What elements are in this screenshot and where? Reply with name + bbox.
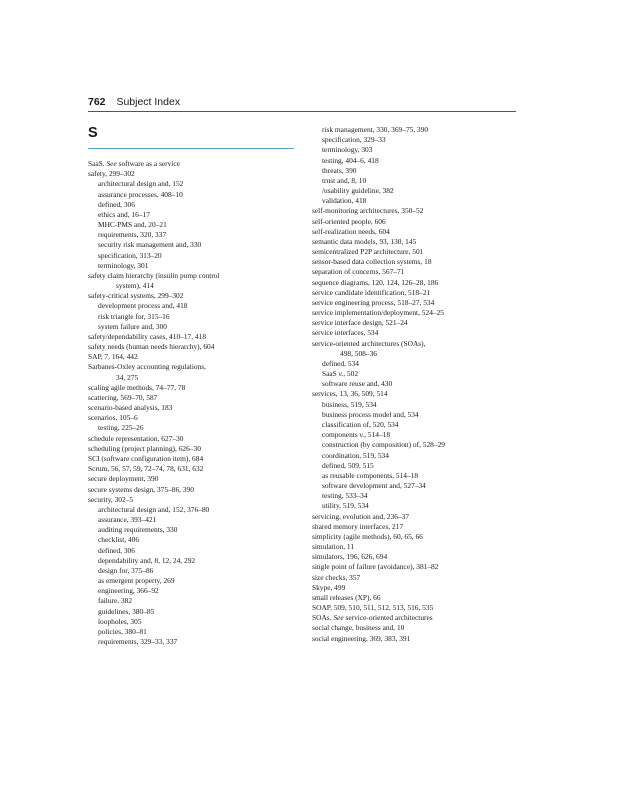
index-entry — [312, 328, 522, 338]
index-entry — [312, 634, 522, 644]
index-subentry — [312, 156, 522, 166]
index-subentry — [88, 322, 298, 332]
entry-text: coordination, 519, 534 — [322, 450, 389, 460]
entry-text: SaaS — [322, 369, 339, 379]
index-subentry — [88, 373, 298, 383]
entry-text: ethics and, 16–17 — [98, 209, 150, 219]
index-subentry — [88, 535, 298, 545]
index-entry — [312, 389, 522, 399]
entry-text: validation, 418 — [322, 196, 367, 206]
index-subentry — [88, 251, 298, 261]
index-entry — [88, 434, 298, 444]
index-subentry — [312, 379, 522, 389]
index-subentry — [88, 301, 298, 311]
index-subentry — [312, 349, 522, 359]
index-subentry — [88, 586, 298, 596]
entry-text: trust and, 8, 10 — [322, 175, 367, 185]
index-entry — [88, 444, 298, 454]
entry-text: service interfaces, 534 — [312, 328, 379, 338]
index-entry — [88, 159, 298, 169]
entry-text: Scrum, 56, 57, 59, 72–74, 78, 631, 632 — [88, 464, 204, 474]
entry-text: threats, 390 — [322, 165, 357, 175]
entry-text: scheduling (project planning), 626–30 — [88, 443, 201, 453]
entry-text: specification, 313–20 — [98, 250, 162, 260]
entry-text: scattering, 569–70, 587 — [88, 392, 158, 402]
index-subentry — [88, 281, 298, 291]
entry-text: failure, 382 — [98, 596, 133, 606]
entry-reference: , 514–18 — [364, 430, 391, 440]
index-subentry — [312, 501, 522, 511]
entry-text: defined, 509, 515 — [322, 460, 374, 470]
index-entry — [312, 257, 522, 267]
index-subentry — [88, 505, 298, 515]
entry-text: semantic data models, 93, 130, 145 — [312, 236, 417, 246]
entry-text: simplicity (agile methods), 60, 65, 66 — [312, 531, 423, 541]
index-subentry — [88, 190, 298, 200]
entry-text: SOAP, 509, 510, 511, 512, 513, 516, 535 — [312, 603, 434, 613]
index-entry — [88, 291, 298, 301]
entry-text: guidelines, 380–85 — [98, 606, 155, 616]
entry-text: scaling agile methods, 74–77, 78 — [88, 382, 186, 392]
entry-text: risk triangle for, 315–16 — [98, 311, 170, 321]
index-subentry — [88, 627, 298, 637]
index-entry — [312, 532, 522, 542]
index-entry — [312, 267, 522, 277]
entry-text: terminology, 303 — [322, 145, 373, 155]
index-entry — [312, 247, 522, 257]
index-subentry — [88, 556, 298, 566]
index-entry — [88, 454, 298, 464]
cross-reference-marker: v. — [359, 430, 365, 440]
index-subentry — [88, 230, 298, 240]
index-subentry — [312, 186, 522, 196]
entry-text: 498, 508–36 — [340, 348, 377, 358]
index-subentry — [88, 637, 298, 647]
entry-text: separation of concerns, 567–71 — [312, 267, 405, 277]
index-subentry — [88, 617, 298, 627]
index-subentry — [88, 607, 298, 617]
index-entry — [312, 522, 522, 532]
index-subentry — [88, 240, 298, 250]
page-number: 762 — [88, 96, 106, 108]
index-entry — [312, 623, 522, 633]
entry-text: terminology, 301 — [98, 260, 149, 270]
index-entry — [312, 227, 522, 237]
entry-text: specification, 329–33 — [322, 135, 386, 145]
entry-text: architectural design and, 152, 376–80 — [98, 504, 210, 514]
entry-text: semicentralized P2P architecture, 501 — [312, 247, 424, 257]
index-subentry — [88, 596, 298, 606]
index-subentry — [88, 179, 298, 189]
entry-text: defined, 306 — [98, 199, 135, 209]
entry-text: service engineering process, 518–27, 534 — [312, 297, 435, 307]
index-subentry — [312, 145, 522, 155]
section-letter: S — [88, 125, 98, 141]
index-subentry — [312, 461, 522, 471]
entry-text: development process and, 418 — [98, 301, 188, 311]
entry-text: policies, 380–81 — [98, 626, 147, 636]
index-subentry — [88, 546, 298, 556]
entry-text: auditing requirements, 330 — [98, 525, 178, 535]
index-subentry — [312, 451, 522, 461]
index-entry — [88, 464, 298, 474]
index-subentry — [88, 261, 298, 271]
entry-text: shared memory interfaces, 217 — [312, 521, 404, 531]
entry-text: size checks, 357 — [312, 572, 361, 582]
index-entry — [88, 474, 298, 484]
index-subentry — [312, 135, 522, 145]
index-entry — [312, 278, 522, 288]
index-entry — [312, 288, 522, 298]
entry-text: as reusable components, 514–18 — [322, 470, 419, 480]
index-subentry — [88, 200, 298, 210]
entry-text: scenarios, 105–6 — [88, 413, 138, 423]
index-subentry — [312, 471, 522, 481]
entry-text: self-oriented people, 606 — [312, 216, 386, 226]
index-entry — [88, 271, 298, 281]
entry-text: checklist, 406 — [98, 535, 140, 545]
entry-text: self-realization needs, 604 — [312, 226, 390, 236]
entry-text: social change, business and, 10 — [312, 623, 405, 633]
index-entry — [312, 339, 522, 349]
entry-text: architectural design and, 152 — [98, 179, 184, 189]
entry-text: secure deployment, 390 — [88, 474, 159, 484]
entry-text: defined, 534 — [322, 358, 359, 368]
entry-text: SCI (software configuration item), 684 — [88, 453, 204, 463]
entry-text: system failure and, 300 — [98, 321, 167, 331]
index-entry — [312, 542, 522, 552]
entry-text: SaaS. — [88, 159, 107, 168]
index-entry — [312, 603, 522, 613]
entry-text: social engineering, 369, 383, 391 — [312, 633, 411, 643]
entry-text: engineering, 366–92 — [98, 586, 159, 596]
index-subentry — [88, 210, 298, 220]
entry-text: simulators, 196, 626, 694 — [312, 552, 388, 562]
index-subentry — [312, 400, 522, 410]
entry-text: Sarbanes-Oxley accounting regulations, — [88, 362, 207, 372]
index-entry — [312, 573, 522, 583]
entry-text: defined, 306 — [98, 545, 135, 555]
entry-text: risk management, 330, 369–75, 390 — [322, 125, 429, 134]
index-subentry — [88, 525, 298, 535]
entry-text: service-oriented architectures (SOAs), — [312, 338, 426, 348]
entry-text: self-monitoring architectures, 350–52 — [312, 206, 424, 216]
index-subentry — [312, 440, 522, 450]
index-entry — [88, 342, 298, 352]
index-entry — [312, 593, 522, 603]
entry-reference: software as a service — [116, 159, 180, 168]
index-entry — [312, 552, 522, 562]
entry-text: simulation, 11 — [312, 542, 355, 552]
index-entry — [88, 393, 298, 403]
entry-text: safety claim hierarchy (insulin pump control — [88, 270, 220, 280]
index-entry — [88, 352, 298, 362]
entry-text: security, 302–5 — [88, 494, 134, 504]
entry-text: security risk management and, 330 — [98, 240, 202, 250]
index-entry — [312, 308, 522, 318]
index-subentry — [312, 166, 522, 176]
running-header — [88, 96, 516, 108]
index-entry — [312, 512, 522, 522]
entry-text: assurance, 393–421 — [98, 515, 157, 525]
header-title: Subject Index — [116, 96, 181, 108]
entry-text: 34, 275 — [116, 372, 139, 382]
index-subentry — [312, 196, 522, 206]
entry-text: sensor-based data collection systems, 18 — [312, 257, 432, 267]
index-subentry — [88, 312, 298, 322]
index-subentry — [88, 515, 298, 525]
index-subentry — [88, 566, 298, 576]
entry-text: small releases (XP), 66 — [312, 592, 381, 602]
section-letter-divider — [88, 148, 294, 149]
index-entry — [312, 217, 522, 227]
entry-text: dependability and, 8, 12, 24, 292 — [98, 555, 196, 565]
entry-text: components — [322, 430, 360, 440]
header-divider — [88, 111, 516, 112]
index-entry — [312, 206, 522, 216]
index-subentry — [312, 491, 522, 501]
entry-text: design for, 375–86 — [98, 565, 154, 575]
entry-text: secure systems design, 375–86, 390 — [88, 484, 194, 494]
entry-text: service interface design, 521–24 — [312, 318, 408, 328]
entry-text: requirements, 329–33, 337 — [98, 637, 178, 647]
index-entry — [312, 583, 522, 593]
index-subentry — [312, 410, 522, 420]
index-subentry — [312, 369, 522, 379]
index-entry — [88, 413, 298, 423]
index-entry — [88, 383, 298, 393]
entry-text: services, 13, 36, 509, 514 — [312, 389, 388, 399]
index-entry — [88, 332, 298, 342]
cross-reference-marker: See — [106, 159, 117, 168]
index-subentry — [88, 220, 298, 230]
entry-text: software reuse and, 430 — [322, 379, 393, 389]
entry-text: construction (by composition) of, 528–29 — [322, 440, 445, 450]
entry-text: MHC-PMS and, 20–21 — [98, 220, 167, 230]
entry-text: requirements, 320, 337 — [98, 230, 167, 240]
entry-text: SOAs. — [312, 613, 334, 623]
entry-text: system), 414 — [116, 281, 154, 291]
index-subentry — [88, 576, 298, 586]
cross-reference-marker: See — [333, 613, 344, 623]
entry-text: testing, 533–34 — [322, 491, 368, 501]
entry-text: loopholes, 305 — [98, 616, 142, 626]
entry-text: safety/dependability cases, 410–17, 418 — [88, 331, 207, 341]
entry-text: Skype, 499 — [312, 582, 346, 592]
entry-text: schedule representation, 627–30 — [88, 433, 184, 443]
index-entry — [312, 298, 522, 308]
index-entry — [88, 169, 298, 179]
index-entry — [312, 318, 522, 328]
index-subentry — [312, 359, 522, 369]
index-entry — [88, 495, 298, 505]
entry-text: service candidate identification, 518–21 — [312, 287, 431, 297]
entry-text: servicing, evolution and, 236–37 — [312, 511, 410, 521]
index-entry — [88, 403, 298, 413]
entry-text: software development and, 527–34 — [322, 481, 426, 491]
index-entry — [312, 237, 522, 247]
entry-text: testing, 404–6, 418 — [322, 155, 379, 165]
index-subentry — [312, 430, 522, 440]
entry-text: single point of failure (avoidance), 381–82 — [312, 562, 439, 572]
entry-text: as emergent property, 269 — [98, 576, 175, 586]
entry-text: business process model and, 534 — [322, 409, 419, 419]
index-subentry — [312, 481, 522, 491]
index-column-right — [312, 125, 522, 644]
index-entry — [88, 362, 298, 372]
entry-text: SAP, 7, 164, 442 — [88, 352, 138, 362]
entry-text: /usability guideline, 382 — [322, 186, 394, 196]
entry-text: testing, 225–26 — [98, 423, 144, 433]
entry-text: safety-critical systems, 299–302 — [88, 291, 184, 301]
entry-text: safety needs (human needs hierarchy), 604 — [88, 342, 215, 352]
entry-text: safety, 299–302 — [88, 169, 135, 179]
index-entry — [312, 613, 522, 623]
entry-text: scenario-based analysis, 183 — [88, 403, 173, 413]
entry-text: service implementation/deployment, 524–25 — [312, 308, 444, 318]
entry-text: business, 519, 534 — [322, 399, 377, 409]
entry-text: assurance processes, 408–10 — [98, 189, 183, 199]
cross-reference-marker: v. — [338, 369, 344, 379]
entry-reference: service-oriented architectures — [343, 613, 433, 623]
index-subentry — [88, 423, 298, 433]
index-subentry — [312, 125, 522, 135]
entry-reference: , 502 — [343, 369, 359, 379]
entry-text: classification of, 520, 534 — [322, 419, 399, 429]
index-entry — [88, 485, 298, 495]
entry-text: sequence diagrams, 120, 124, 126–28, 186 — [312, 277, 439, 287]
index-subentry — [312, 420, 522, 430]
index-entry — [312, 562, 522, 572]
index-subentry — [312, 176, 522, 186]
entry-text: utility, 519, 534 — [322, 501, 369, 511]
index-column-left — [88, 159, 298, 647]
